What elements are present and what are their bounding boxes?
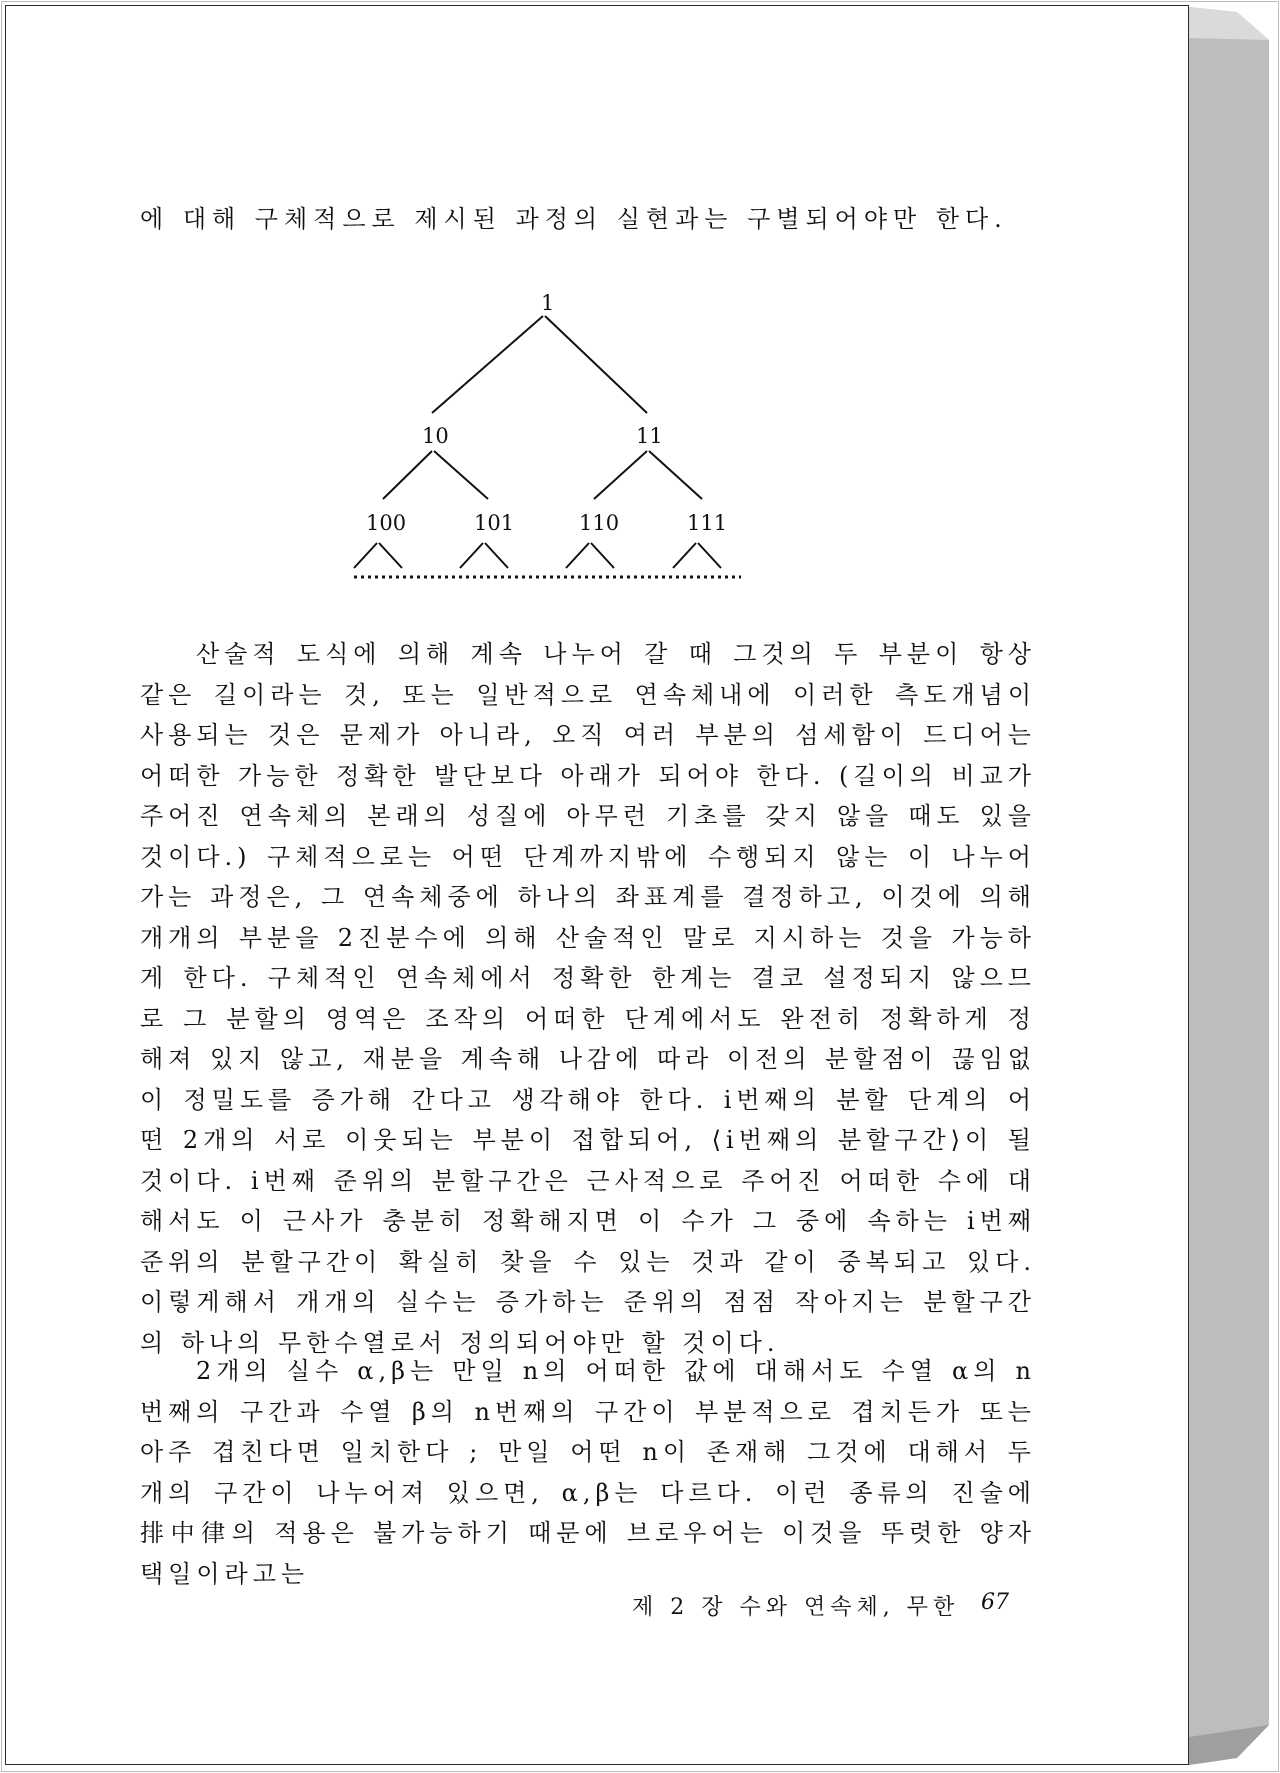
tree-node-10: 10 — [422, 424, 449, 448]
running-head: 제 2 장 수와 연속체, 무한 — [632, 1595, 960, 1620]
tree-node-root: 1 — [541, 291, 555, 315]
body-paragraph-2: 2개의 실수 α,β는 만일 n의 어떠한 값에 대해서도 수열 α의 n번째의 구간과 수열 β의 n번째의 구간이 부분적으로 겹치든가 또는 아주 겹친다면 일치한다 ; 만일 어떤 n이 존재해 그것에 대해서 두 개의 구간이 나누어져 있으면, α,β는 다르다. 이런 종류의 진술에 排中律의 적용은 불가능하기 때문에 브로우어는 이것을 뚜렷한 양자택일이라고는 — [140, 1357, 1036, 1588]
tree-node-100: 100 — [366, 511, 407, 535]
intro-line: 에 대해 구체적으로 제시된 과정의 실현과는 구별되어야만 한다. — [140, 205, 1008, 233]
tree-node-11: 11 — [636, 424, 663, 448]
tree-node-110: 110 — [579, 511, 620, 535]
tree-node-111: 111 — [687, 511, 728, 535]
binary-tree-diagram — [340, 285, 760, 590]
tree-node-101: 101 — [474, 511, 515, 535]
body-paragraph-1: 산술적 도식에 의해 계속 나누어 갈 때 그것의 두 부분이 항상 같은 길이라는 것, 또는 일반적으로 연속체내에 이러한 측도개념이 사용되는 것은 문제가 아니라, 오직 여러 부분의 섬세함이 드디어는 어떠한 가능한 정확한 발단보다 아래가 되어야 한다. (길이의 비교가 주어진 연속체의 본래의 성질에 아무런 기초를 갖지 않을 때도 있을 것이다.) 구체적으로는 어떤 단계까지밖에 수행되지 않는 이 나누어가는 과정은, 그 연속체중에 하나의 좌표계를 결정하고, 이것에 의해 개개의 부분을 2진분수에 의해 산술적인 말로 지시하는 것을 가능하게 한다. 구체적인 연속체에서 정확한 한계는 결코 설정되지 않으므로 그 분할의 영역은 조작의 어떠한 단계에서도 완전히 정확하게 정해져 있지 않고, 재분을 계속해 나감에 따라 이전의 분할점이 끊임없이 정밀도를 증가해 간다고 생각해야 한다. i번째의 분할 단계의 어떤 2개의 서로 이웃되는 부분이 접합되어, ⟨i번째의 분할구간⟩이 될 것이다. i번째 준위의 분할구간은 근사적으로 주어진 어떠한 수에 대해서도 이 근사가 충분히 정확해지면 이 수가 그 중에 속하는 i번째 준위의 분할구간이 확실히 찾을 수 있는 것과 같이 중복되고 있다. 이렇게해서 개개의 실수는 증가하는 준위의 점점 작아지는 분할구간의 하나의 무한수열로서 정의되어야만 할 것이다. — [140, 640, 1036, 1357]
page-number: 67 — [981, 1590, 1009, 1615]
